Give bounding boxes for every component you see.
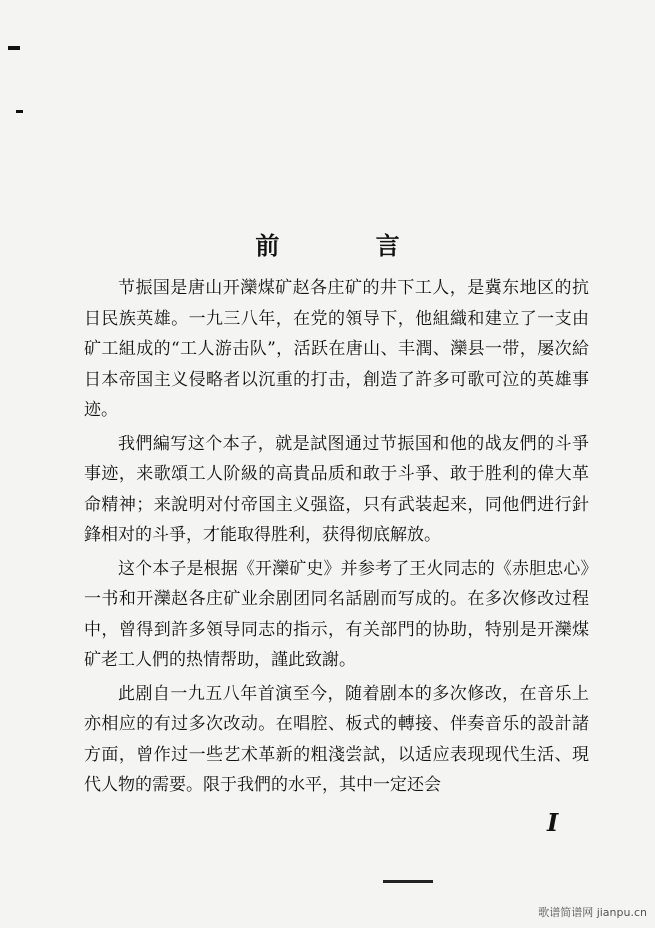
margin-mark	[8, 46, 20, 50]
margin-mark	[16, 110, 23, 113]
paragraph-4: 此剧自一九五八年首演至今，随着剧本的多次修改，在音乐上亦相应的有过多次改动。在唱腔、板式的轉接、伴奏音乐的設計諸方面，曾作过一些艺术革新的粗淺尝試，以适应表现现代生活、現代人物的需要。限于我們的水平，其中一定还会	[84, 683, 589, 795]
site-watermark: 歌谱简谱网 jianpu.cn	[538, 906, 647, 919]
paragraph-3: 这个本子是根据《开灤矿史》并参考了王火同志的《赤胆忠心》一书和开灤赵各庄矿业余剧团同名話剧而写成的。在多次修改过程中，曾得到許多領导同志的指示，有关部門的协助，特别是开灤煤矿老工人們的热情帮助，謹此致謝。	[84, 558, 589, 670]
bottom-rule	[383, 880, 433, 883]
page-title: 前 言	[255, 232, 444, 260]
page-number: I	[547, 808, 559, 837]
paragraph-2: 我們編写这个本子，就是試图通过节振国和他的战友們的斗爭事迹，来歌頌工人阶級的高貴品质和敢于斗爭、敢于胜利的偉大革命精神；来說明对付帝国主义强盜，只有武装起来，同他們进行針鋒相对的斗爭，才能取得胜利，获得彻底解放。	[84, 433, 589, 545]
preface-body	[84, 273, 589, 804]
paragraph-1: 节振国是唐山开灤煤矿赵各庄矿的井下工人，是冀东地区的抗日民族英雄。一九三八年，在党的領导下，他組織和建立了一支由矿工組成的“工人游击队”，活跃在唐山、丰潤、灤县一带，屡次給日本帝国主义侵略者以沉重的打击，創造了許多可歌可泣的英雄事迹。	[84, 278, 589, 420]
